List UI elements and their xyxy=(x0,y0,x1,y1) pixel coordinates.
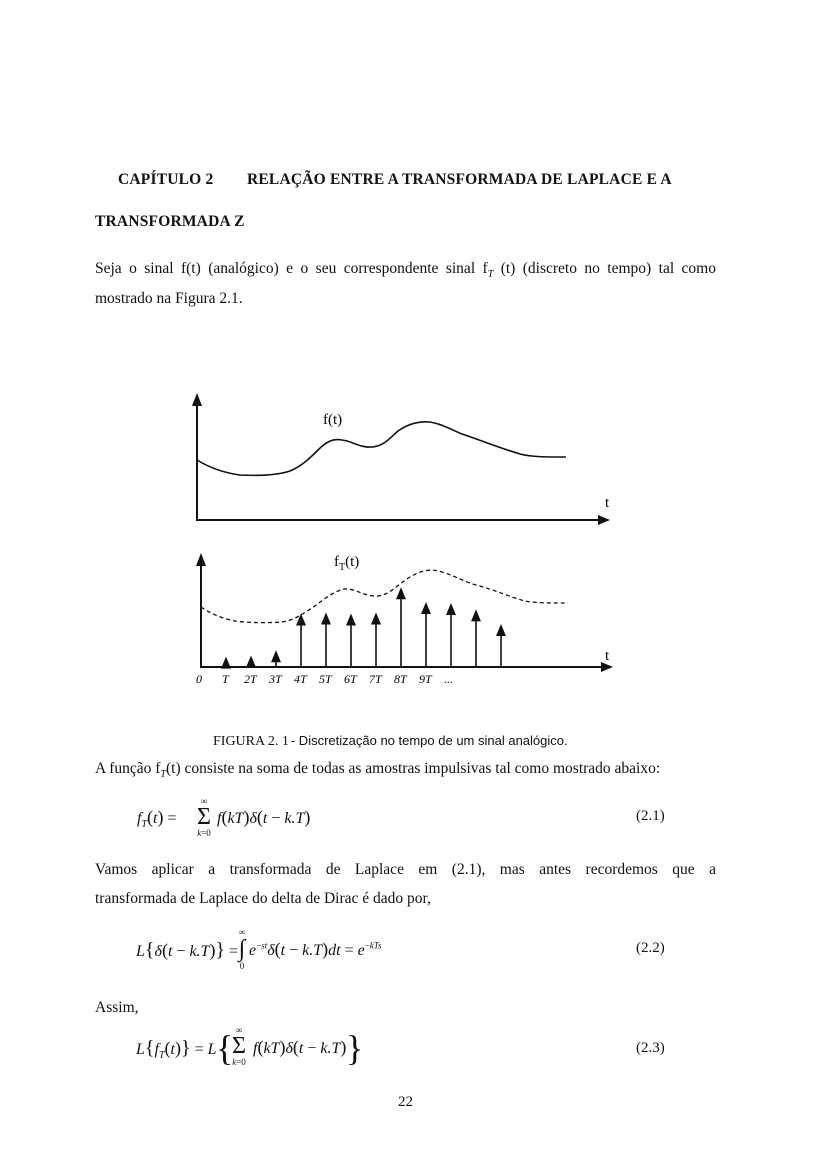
equation-2-1-number: (2.1) xyxy=(636,808,665,824)
tick-label: 0 xyxy=(196,672,202,686)
tick-label: 2T xyxy=(244,672,257,686)
top-plot xyxy=(192,393,610,525)
equation-2-2-number: (2.2) xyxy=(636,940,665,956)
para-sum-of-samples xyxy=(95,755,660,789)
intro-text-a: Seja o sinal f(t) (analógico) e o seu correspondente sinal f xyxy=(95,260,488,277)
bottom-axis-label: t xyxy=(605,648,610,664)
sample-impulse-arrow xyxy=(271,650,281,662)
para2-b: (t) consiste na soma de todas as amostras impulsivas tal como mostrado abaixo: xyxy=(165,760,661,777)
chapter-title-line1: RELAÇÃO ENTRE A TRANSFORMADA DE LAPLACE E A xyxy=(247,171,672,188)
figure-caption xyxy=(213,732,568,750)
tick-label: ... xyxy=(444,672,453,686)
sample-impulse-arrow xyxy=(321,613,331,625)
tick-label: 6T xyxy=(344,672,357,686)
para-laplace-line2: transformada de Laplace do delta de Dirac é dado por, xyxy=(95,890,431,907)
sample-impulse-arrow xyxy=(496,624,506,636)
assim-text: Assim, xyxy=(95,999,139,1016)
bottom-plot xyxy=(196,553,613,686)
top-x-arrow xyxy=(598,515,610,525)
sample-impulses xyxy=(201,587,506,668)
tick-label: T xyxy=(222,672,229,686)
intro-line1 xyxy=(95,255,716,289)
figure-2-1 xyxy=(180,385,630,695)
page-number: 22 xyxy=(398,1094,413,1110)
caption-text: - Discretização no tempo de um sinal analógico. xyxy=(290,733,568,748)
chapter-title-line2: TRANSFORMADA Z xyxy=(95,213,245,230)
para2-a: A função f xyxy=(95,760,161,777)
sample-impulse-arrow xyxy=(246,656,256,668)
chapter-label: CAPÍTULO 2 xyxy=(118,171,214,188)
sampled-envelope-curve xyxy=(201,570,568,622)
tick-label: 3T xyxy=(269,672,282,686)
intro-line2: mostrado na Figura 2.1. xyxy=(95,290,243,307)
intro-text-b: (t) (discreto no tempo) tal como xyxy=(493,260,716,277)
equation-2-3-number: (2.3) xyxy=(636,1040,665,1056)
sample-impulse-arrow xyxy=(346,614,356,626)
top-signal-label: f(t) xyxy=(323,412,343,428)
intro-sub: T xyxy=(487,269,494,281)
sample-impulse-arrow xyxy=(396,587,406,599)
bottom-label-f: f xyxy=(334,554,339,570)
tick-label: 4T xyxy=(294,672,307,686)
tick-label: 8T xyxy=(394,672,407,686)
tick-label: 5T xyxy=(319,672,332,686)
tick-label: 7T xyxy=(369,672,382,686)
sample-impulse-arrow xyxy=(296,614,306,626)
analog-signal-curve xyxy=(197,422,566,476)
tick-label: 9T xyxy=(419,672,432,686)
sample-impulse-arrow xyxy=(221,657,231,669)
sample-impulse-arrow xyxy=(371,613,381,625)
top-y-arrow xyxy=(192,393,202,406)
bottom-label-sub: T xyxy=(339,562,346,573)
para-laplace-line1: Vamos aplicar a transformada de Laplace em (2.1), mas antes recordemos que a xyxy=(95,861,716,878)
caption-label: FIGURA 2. 1 xyxy=(213,734,289,749)
bottom-y-arrow xyxy=(196,553,206,566)
bottom-signal-label xyxy=(334,554,359,573)
bottom-label-tail: (t) xyxy=(345,554,360,570)
sample-impulse-arrow xyxy=(421,602,431,614)
sample-impulse-arrow xyxy=(471,609,481,621)
sample-impulse-arrow xyxy=(446,603,456,615)
tick-labels xyxy=(196,672,453,686)
para2-sub: T xyxy=(160,769,166,781)
top-axis-label: t xyxy=(605,495,610,511)
